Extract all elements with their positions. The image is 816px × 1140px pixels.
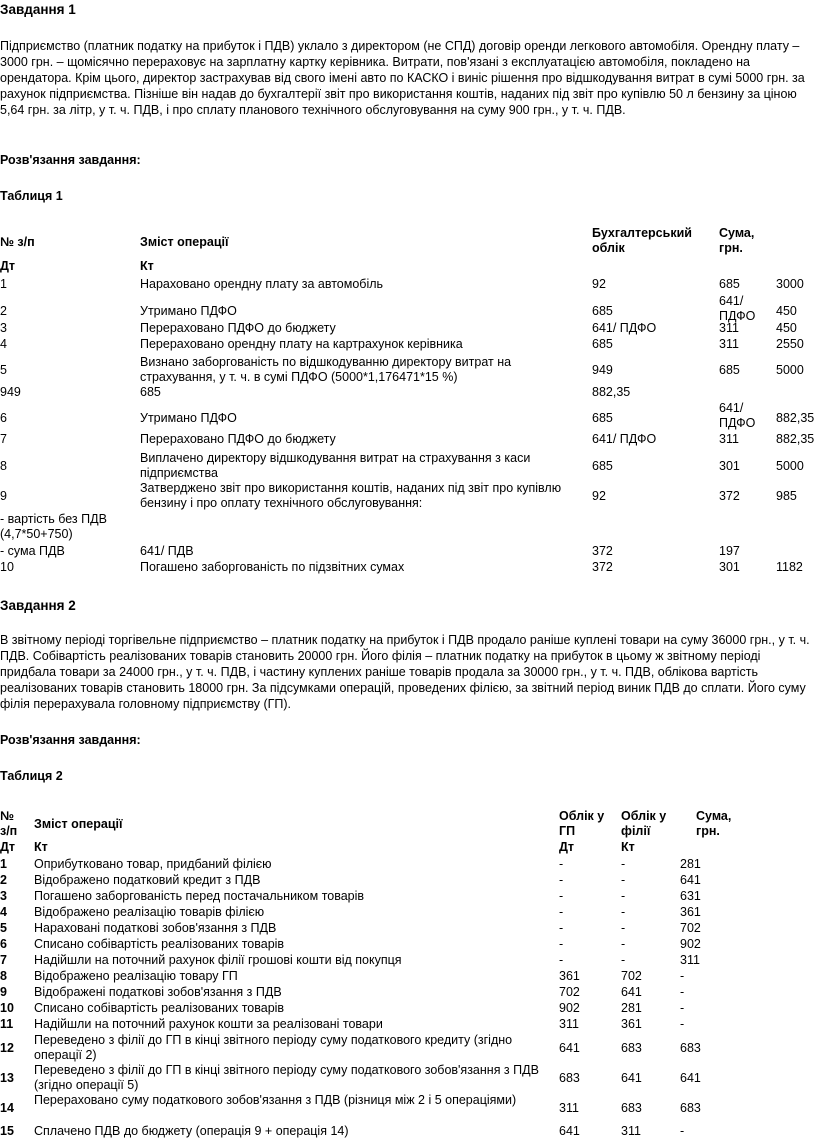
t2-cell-a: - (559, 937, 564, 951)
t2-cell-op: Відображені податкові зобов'язання з ПДВ (34, 985, 282, 999)
t2-cell-op: Перераховано суму податкового зобов'язання з ПДВ (різниця між 2 і 5 операціями) (34, 1093, 517, 1107)
t1-cell-n: 2 (0, 304, 7, 318)
t2-cell-c: - (680, 1124, 685, 1138)
t1-cell-op: Утримано ПДФО (140, 304, 237, 318)
t2-cell-c: 281 (680, 857, 701, 871)
t1-cell-op: 641/ ПДВ (140, 544, 194, 558)
t2-cell-c: 641 (680, 1071, 701, 1085)
t2-cell-op: Списано собівартість реалізованих товарів (34, 937, 285, 951)
t1-cell-dt: 882,35 (592, 385, 631, 399)
t1-cell-n: - вартість без ПДВ (4,7*50+750) (0, 512, 107, 541)
t1-header-accounting: Бухгалтерський облік (592, 226, 692, 255)
t1-header-dt: Дт (0, 259, 16, 273)
t1-cell-n: 3 (0, 321, 7, 335)
t1-cell-dt: 92 (592, 277, 606, 291)
t1-header-num: № з/п (0, 235, 35, 249)
t2-cell-n: 3 (0, 889, 7, 903)
t1-cell-sum: 985 (776, 489, 797, 503)
task2-heading: Завдання 2 (0, 598, 76, 613)
t2-cell-c: - (680, 969, 685, 983)
t1-cell-sum: 5000 (776, 459, 804, 473)
t2-cell-b: - (621, 857, 626, 871)
t1-cell-op: Затверджено звіт про використання коштів, наданих під звіт про купівлю бензину і про оплату технічного обслуговування: (140, 481, 562, 510)
t1-cell-dt: 685 (592, 459, 613, 473)
t1-cell-kt: 641/ ПДФО (719, 294, 756, 323)
t2-cell-b: - (621, 921, 626, 935)
t2-cell-n: 4 (0, 905, 7, 919)
t1-cell-dt: 685 (592, 304, 613, 318)
t1-cell-sum: 5000 (776, 363, 804, 377)
task2-table-title: Таблиця 2 (0, 769, 63, 783)
t1-cell-sum: 450 (776, 304, 797, 318)
t2-cell-c: 361 (680, 905, 701, 919)
t2-cell-a: - (559, 889, 564, 903)
t2-cell-b: 702 (621, 969, 642, 983)
task1-heading: Завдання 1 (0, 2, 76, 17)
t2-cell-n: 1 (0, 857, 7, 871)
t1-cell-op: Утримано ПДФО (140, 411, 237, 425)
t2-cell-c: - (680, 1017, 685, 1031)
t2-header-gp: Облік у ГП (559, 809, 605, 838)
t2-header-kt1: Кт (34, 840, 48, 854)
t2-cell-a: - (559, 857, 564, 871)
t1-cell-sum: 882,35 (776, 411, 815, 425)
t2-cell-b: 361 (621, 1017, 642, 1031)
t1-cell-n: 10 (0, 560, 14, 574)
task1-text-body: Підприємство (платник податку на прибуток і ПДВ) уклало з директором (не СПД) договір оренди легкового автомобіля. Орендну плату – 3000 грн. – щомісячно перераховує на зарплатну картку керівника. Витрати, пов'язані з експлуатацією автомобіля, покладено на орендатора. Крім цього, директор застрахував від свого імені авто по КАСКО і виніс рішення про відшкодування витрат в сумі 5000 грн. за рахунок підприємства. Пізніше він надав до бухгалтерії звіт про використання коштів, наданих під звіт про купівлю 50 л бензину за ціною 5,64 грн. за літр, у т. ч. ПДВ, і про сплату планового технічного обслуговування на суму 900 грн., у т. ч. ПДВ. (0, 39, 805, 117)
t1-cell-dt: 641/ ПДФО (592, 321, 657, 335)
t1-cell-kt: 301 (719, 459, 740, 473)
t2-cell-n: 8 (0, 969, 7, 983)
t2-cell-op: Відображено реалізацію товару ГП (34, 969, 238, 983)
t1-cell-sum: 1182 (776, 560, 803, 574)
t2-cell-n: 5 (0, 921, 7, 935)
t2-cell-n: 14 (0, 1101, 14, 1115)
t1-cell-dt: 685 (592, 411, 613, 425)
t1-cell-dt: 372 (592, 560, 613, 574)
t2-cell-n: 7 (0, 953, 7, 967)
t2-cell-b: - (621, 953, 626, 967)
t2-cell-op: Відображено податковий кредит з ПДВ (34, 873, 261, 887)
t1-cell-dt: 641/ ПДФО (592, 432, 657, 446)
t2-cell-b: - (621, 937, 626, 951)
t1-cell-kt: 301 (719, 560, 740, 574)
t2-cell-b: 311 (621, 1124, 641, 1138)
t1-cell-op: Нараховано орендну плату за автомобіль (140, 277, 384, 291)
t1-cell-kt: 311 (719, 432, 739, 446)
t1-cell-kt: 685 (719, 277, 740, 291)
t2-cell-c: 311 (680, 953, 700, 967)
t2-cell-n: 12 (0, 1041, 14, 1055)
t2-cell-n: 9 (0, 985, 7, 999)
t2-header-filia: Облік у філії (621, 809, 667, 838)
t2-cell-n: 11 (0, 1017, 14, 1031)
t2-cell-op: Оприбутковано товар, придбаний філією (34, 857, 272, 871)
t2-cell-a: 641 (559, 1041, 580, 1055)
t2-cell-c: 702 (680, 921, 701, 935)
t1-cell-op: Перераховано орендну плату на картрахунок керівника (140, 337, 463, 351)
t2-cell-a: - (559, 873, 564, 887)
t1-cell-dt: 685 (592, 337, 613, 351)
t2-cell-a: - (559, 953, 564, 967)
t1-cell-n: 1 (0, 277, 7, 291)
t1-cell-kt: 311 (719, 321, 739, 335)
t2-cell-a: 683 (559, 1071, 580, 1085)
task1-solution-heading: Розв'язання завдання: (0, 153, 141, 167)
t2-cell-n: 10 (0, 1001, 14, 1015)
task2-solution-heading: Розв'язання завдання: (0, 733, 141, 747)
t2-cell-a: 361 (559, 969, 580, 983)
t2-cell-c: - (680, 985, 685, 999)
t2-cell-op: Надійшли на поточний рахунок філії грошові кошти від покупця (34, 953, 402, 967)
t1-cell-n: 7 (0, 432, 7, 446)
t1-cell-n: - сума ПДВ (0, 544, 65, 558)
task2-text: В звітному періоді торгівельне підприємство – платник податку на прибуток і ПДВ продало раніше куплені товари на суму 36000 грн., у т. ч. ПДВ. Собівартість реалізованих товарів становить 20000 грн. Його філія – платник податку на прибуток в цьому ж звітному періоді придбала товари за 24000 грн., у т. ч. ПДВ, і частину куплених раніше товарів продала за 30000 грн., у т. ч. ПДВ, облікова вартість реалізованих товарів становить 18000 грн. За підсумками операцій, проведених філією, за звітний період виник ПДВ до сплати. Його суму філія перерахувала головному підприємству (ГП). (0, 633, 810, 711)
t1-cell-dt: 372 (592, 544, 613, 558)
t1-cell-dt: 949 (592, 363, 613, 377)
t1-cell-n: 4 (0, 337, 7, 351)
t2-cell-a: - (559, 905, 564, 919)
t1-cell-sum: 2550 (776, 337, 804, 351)
t2-cell-op: Надійшли на поточний рахунок кошти за реалізовані товари (34, 1017, 383, 1031)
t1-cell-n: 9 (0, 489, 7, 503)
t1-cell-n: 6 (0, 411, 7, 425)
t2-cell-c: 683 (680, 1101, 701, 1115)
t1-cell-n: 5 (0, 363, 7, 377)
t1-cell-op: Перераховано ПДФО до бюджету (140, 321, 336, 335)
t1-cell-op: 685 (140, 385, 161, 399)
t2-cell-b: 281 (621, 1001, 642, 1015)
t1-header-content: Зміст операції (140, 235, 229, 249)
t2-cell-b: - (621, 873, 626, 887)
t2-header-kt2: Кт (621, 840, 635, 854)
t2-cell-n: 15 (0, 1124, 14, 1138)
t2-cell-c: 902 (680, 937, 701, 951)
t1-cell-sum: 3000 (776, 277, 804, 291)
t1-cell-op: Визнано заборгованість по відшкодуванню директору витрат на страхування, у т. ч. в сумі ПДФО (5000*1,176471*15 %) (140, 355, 512, 384)
t1-cell-sum: 882,35 (776, 432, 815, 446)
t2-cell-a: 902 (559, 1001, 580, 1015)
t2-cell-op: Сплачено ПДВ до бюджету (операція 9 + операція 14) (34, 1124, 349, 1138)
t2-header-dt2: Дт (559, 840, 575, 854)
t2-cell-a: 641 (559, 1124, 580, 1138)
t2-header-dt1: Дт (0, 840, 16, 854)
t1-cell-op: Виплачено директору відшкодування витрат на страхування з каси підприємства (140, 451, 531, 480)
t2-cell-op: Переведено з філії до ГП в кінці звітного періоду суму податкового зобов'язання з ПДВ (згідно операції 5) (34, 1063, 539, 1092)
t1-cell-kt: 372 (719, 489, 740, 503)
t2-header-sum: Сума, грн. (696, 809, 732, 838)
t2-cell-a: 311 (559, 1101, 579, 1115)
t2-cell-op: Відображено реалізацію товарів філією (34, 905, 265, 919)
t2-cell-b: - (621, 905, 626, 919)
t2-cell-b: 641 (621, 1071, 642, 1085)
t2-cell-c: 641 (680, 873, 701, 887)
t1-cell-kt: 197 (719, 544, 740, 558)
t2-cell-a: 311 (559, 1017, 579, 1031)
t1-header-kt: Кт (140, 259, 154, 273)
t1-cell-n: 949 (0, 385, 21, 399)
t2-cell-a: 702 (559, 985, 580, 999)
t2-cell-b: 683 (621, 1041, 642, 1055)
t1-header-sum: Сума, грн. (719, 226, 755, 255)
t1-cell-op: Погашено заборгованість по підзвітних сумах (140, 560, 405, 574)
t2-cell-op: Списано собівартість реалізованих товарів (34, 1001, 285, 1015)
t1-cell-op: Перераховано ПДФО до бюджету (140, 432, 336, 446)
t2-cell-n: 2 (0, 873, 7, 887)
t2-cell-c: - (680, 1001, 685, 1015)
t1-cell-kt: 641/ ПДФО (719, 401, 756, 430)
t2-cell-op: Нараховані податкові зобов'язання з ПДВ (34, 921, 277, 935)
t2-cell-op: Переведено з філії до ГП в кінці звітного періоду суму податкового кредиту (згідно операції 2) (34, 1033, 513, 1062)
t1-cell-sum: 450 (776, 321, 797, 335)
t2-cell-c: 631 (680, 889, 701, 903)
t2-header-content: Зміст операції (34, 817, 123, 831)
t1-cell-kt: 311 (719, 337, 739, 351)
t2-header-num: № з/п (0, 809, 18, 838)
t2-cell-b: - (621, 889, 626, 903)
t2-cell-b: 641 (621, 985, 642, 999)
t2-cell-a: - (559, 921, 564, 935)
t1-cell-kt: 685 (719, 363, 740, 377)
t2-cell-n: 6 (0, 937, 7, 951)
t1-cell-n: 8 (0, 459, 7, 473)
t2-cell-b: 683 (621, 1101, 642, 1115)
task1-table-title: Таблиця 1 (0, 189, 63, 203)
t2-cell-n: 13 (0, 1071, 14, 1085)
t2-cell-op: Погашено заборгованість перед постачальником товарів (34, 889, 365, 903)
t1-cell-dt: 92 (592, 489, 606, 503)
t2-cell-c: 683 (680, 1041, 701, 1055)
